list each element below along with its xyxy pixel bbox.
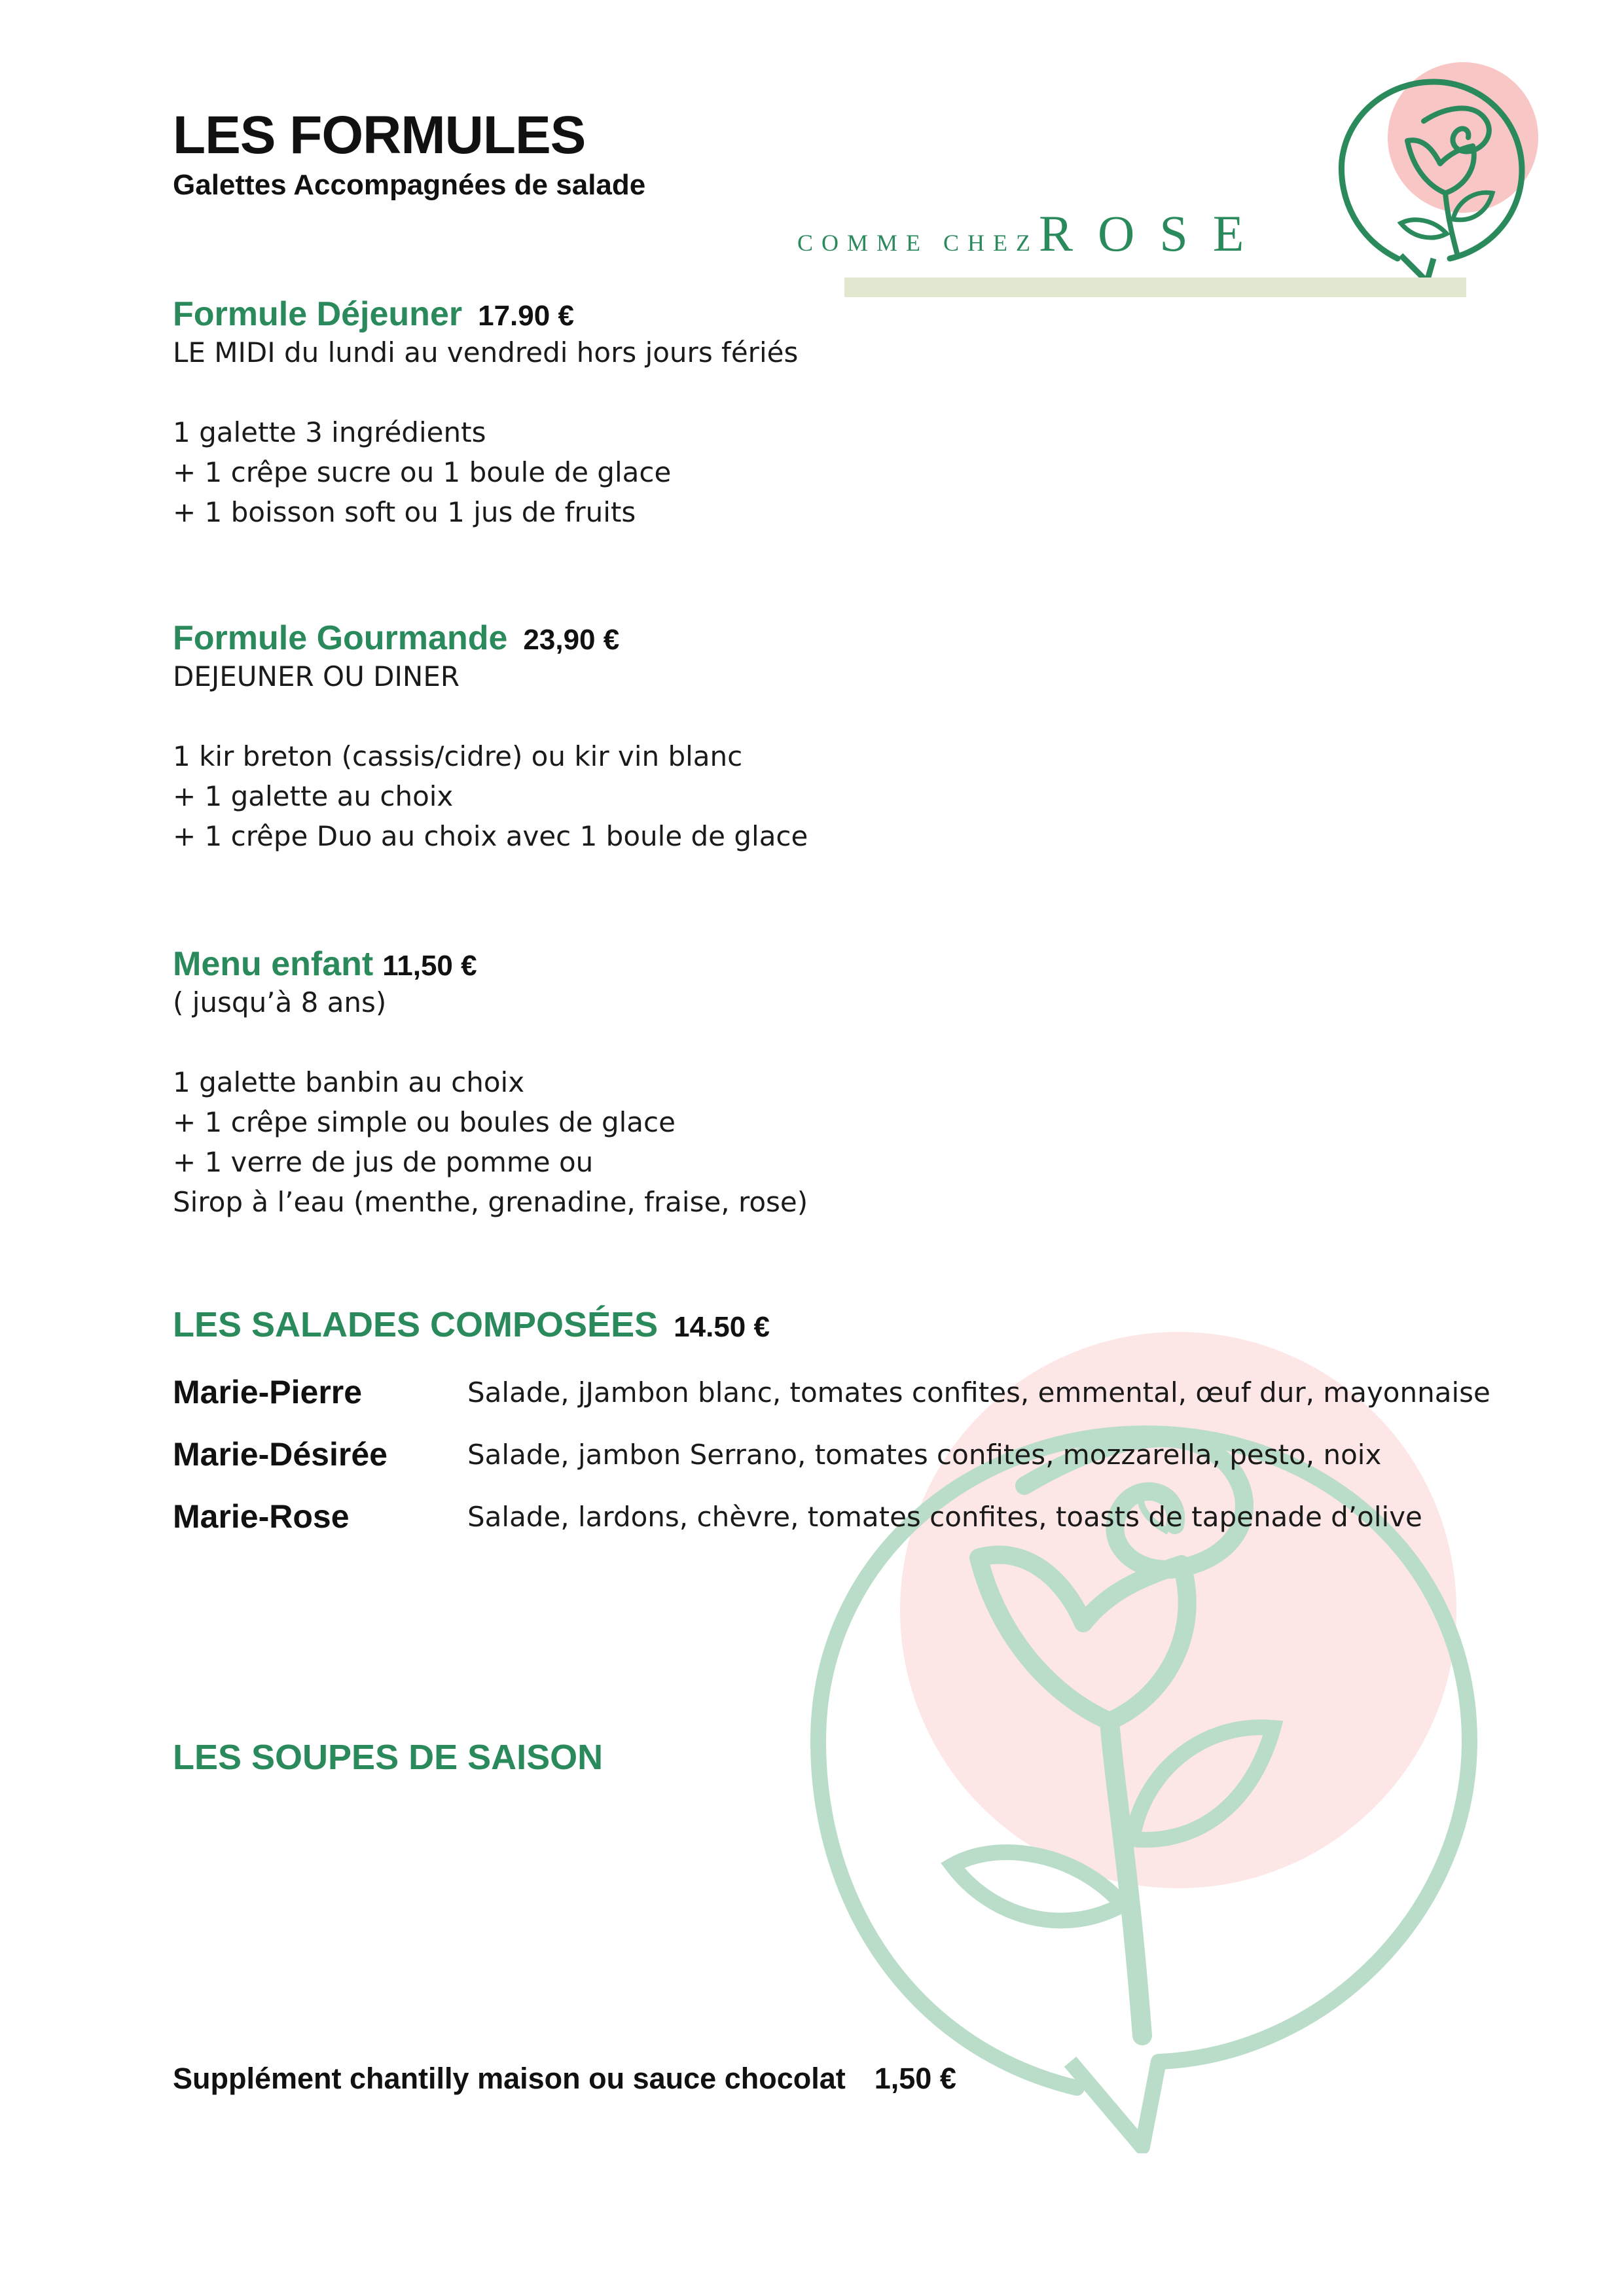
formule-title-row: [173, 295, 798, 334]
formule-line: + 1 verre de jus de pomme ou: [173, 1146, 594, 1178]
formule-details: [173, 656, 808, 856]
logo-name: ROSE: [1039, 205, 1269, 262]
logo-underline-bar: [844, 278, 1466, 297]
formule-details: [173, 982, 808, 1222]
formule-dejeuner: [173, 295, 798, 532]
logo-prefix: COMME CHEZ: [797, 230, 1039, 256]
formule-title: Formule Gourmande: [173, 619, 508, 657]
salades-title-row: [173, 1304, 770, 1345]
salad-name: Marie-Pierre: [173, 1374, 363, 1410]
formule-subtitle: LE MIDI du lundi au vendredi hors jours fériés: [173, 336, 799, 368]
formule-title: Menu enfant: [173, 945, 374, 983]
salad-name: Marie-Désirée: [173, 1436, 388, 1473]
formule-line: + 1 crêpe Duo au choix avec 1 boule de glace: [173, 820, 808, 852]
supplement-price: 1,50 €: [874, 2062, 956, 2095]
supplement-label: Supplément chantilly maison ou sauce chocolat: [173, 2062, 846, 2095]
formule-line: 1 galette banbin au choix: [173, 1066, 525, 1098]
formule-price: 23,90 €: [523, 624, 620, 656]
formule-gourmande: [173, 619, 808, 856]
formule-line: + 1 boisson soft ou 1 jus de fruits: [173, 496, 636, 528]
formule-line: 1 kir breton (cassis/cidre) ou kir vin blanc: [173, 740, 743, 772]
formule-title-row: [173, 619, 808, 658]
salades-title: LES SALADES COMPOSÉES: [173, 1305, 659, 1344]
soupes-title: LES SOUPES DE SAISON: [173, 1738, 604, 1777]
page-subtitle: Galettes Accompagnées de salade: [173, 169, 646, 201]
formule-line: + 1 galette au choix: [173, 780, 454, 812]
formule-price: 17.90 €: [478, 300, 574, 332]
formule-line: + 1 crêpe simple ou boules de glace: [173, 1106, 676, 1138]
salad-desc: Salade, jJambon blanc, tomates confites, emmental, œuf dur, mayonnaise: [467, 1376, 1490, 1408]
formule-title: Formule Déjeuner: [173, 295, 463, 333]
formule-details: [173, 332, 798, 532]
formule-subtitle: DEJEUNER OU DINER: [173, 660, 460, 692]
salades-price: 14.50 €: [674, 1311, 770, 1343]
formule-line: Sirop à l’eau (menthe, grenadine, fraise, rose): [173, 1186, 808, 1218]
supplement-row: [173, 2062, 956, 2096]
formule-title-row: [173, 944, 808, 984]
formule-line: 1 galette 3 ingrédients: [173, 416, 486, 448]
rose-logo-icon: [1335, 62, 1538, 281]
formule-subtitle: ( jusqu’à 8 ans): [173, 986, 387, 1018]
page-title: LES FORMULES: [173, 105, 586, 165]
menu-enfant: [173, 944, 808, 1222]
salad-name: Marie-Rose: [173, 1498, 350, 1535]
logo-text: [797, 204, 1269, 263]
formule-line: + 1 crêpe sucre ou 1 boule de glace: [173, 456, 672, 488]
salad-desc: Salade, jambon Serrano, tomates confites, mozzarella, pesto, noix: [467, 1439, 1382, 1471]
salad-desc: Salade, lardons, chèvre, tomates confites, toasts de tapenade d’olive: [467, 1501, 1422, 1533]
formule-price: 11,50 €: [382, 950, 477, 982]
